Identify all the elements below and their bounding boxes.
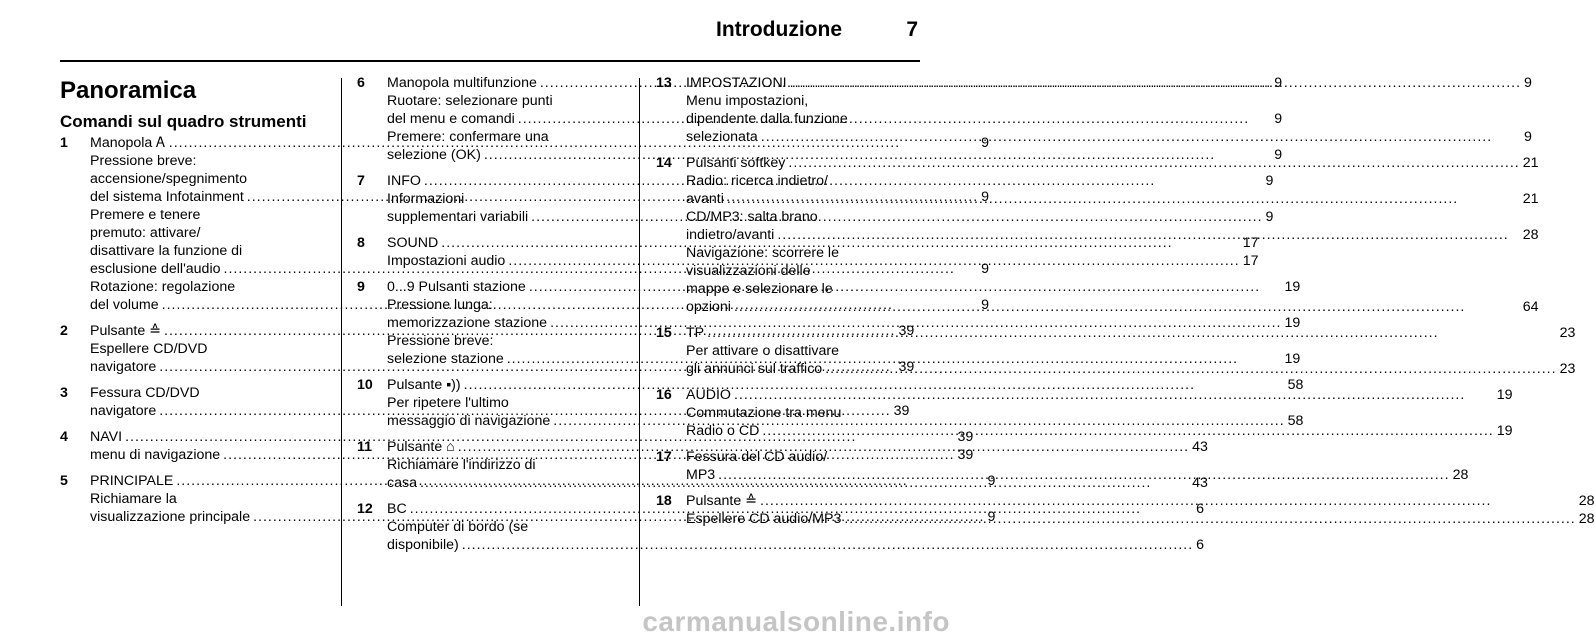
entry-text: esclusione dell'audio xyxy=(90,261,221,277)
entry-text: disattivare la funzione di xyxy=(90,243,243,259)
entry-text: del sistema Infotainment xyxy=(90,189,244,205)
page-reference: 23 xyxy=(1559,325,1576,341)
entry-number: 1 xyxy=(60,135,68,151)
page-number: 7 xyxy=(906,18,918,41)
entry-lines xyxy=(686,386,1513,440)
entry-text: Premere e tenere xyxy=(90,207,201,223)
dot-leader xyxy=(761,128,1521,146)
dot-leader xyxy=(777,226,1519,244)
entry-number: 18 xyxy=(656,493,672,509)
page-reference: 9 xyxy=(1274,147,1283,163)
entry-text: Pulsante ≙ xyxy=(686,493,758,509)
entry-line xyxy=(686,342,1575,360)
page-reference: 19 xyxy=(1284,351,1301,367)
entry-text: mappe e selezionare le xyxy=(686,281,833,297)
entry-text: CD/MP3: salta brano xyxy=(686,209,818,225)
entry-number: 6 xyxy=(357,75,365,91)
entry-text: messaggio di navigazione xyxy=(387,413,551,429)
entry-line xyxy=(686,244,1539,262)
entry-number: 13 xyxy=(656,75,672,91)
entry-lines xyxy=(686,74,1532,146)
page-reference: 9 xyxy=(1524,129,1532,145)
page-reference: 39 xyxy=(898,323,915,339)
page-reference: 19 xyxy=(1284,315,1301,331)
page-reference: 21 xyxy=(1522,191,1539,207)
entry-text: memorizzazione stazione xyxy=(387,315,548,331)
page-reference: 19 xyxy=(1284,279,1301,295)
entry-line xyxy=(686,448,1468,466)
entry-line xyxy=(387,536,1204,554)
entry-line xyxy=(686,190,1539,208)
entry-text: Espellere CD/DVD xyxy=(90,341,208,357)
page-reference: 19 xyxy=(1496,387,1513,403)
page-reference: 23 xyxy=(1559,361,1576,377)
entry-text: premuto: attivare/ xyxy=(90,225,201,241)
entry-text: Premere: confermare una xyxy=(387,129,549,145)
page-reference: 43 xyxy=(1192,475,1208,491)
page-reference: 9 xyxy=(987,473,996,489)
page-reference: 58 xyxy=(1287,377,1304,393)
entry-text: SOUND xyxy=(387,235,439,251)
entry-line xyxy=(686,92,1532,110)
page-reference: 21 xyxy=(1522,155,1539,171)
entry-text: selezionata xyxy=(686,129,758,145)
page-header xyxy=(0,0,960,62)
entry-text: navigatore xyxy=(90,403,157,419)
entry-line xyxy=(686,360,1575,378)
entry-line xyxy=(686,466,1468,484)
page-reference: 39 xyxy=(893,403,910,419)
entry-text: indietro/avanti xyxy=(686,227,775,243)
entry-number: 2 xyxy=(60,323,68,339)
header-divider xyxy=(60,60,920,62)
entry-number: 14 xyxy=(656,155,672,171)
page-reference: 28 xyxy=(1578,493,1595,509)
entry-line xyxy=(686,404,1513,422)
entry-text: Computer di bordo (se xyxy=(387,519,529,535)
entry-text: opzioni xyxy=(686,299,731,315)
entry-number: 4 xyxy=(60,429,68,445)
page-reference: 9 xyxy=(1524,75,1532,91)
entry-text: accensione/spegnimento xyxy=(90,171,247,187)
page-reference: 6 xyxy=(1196,501,1205,517)
dot-leader xyxy=(734,386,1494,404)
entry-line xyxy=(686,110,1532,128)
index-entry xyxy=(656,492,1595,528)
page-reference: 6 xyxy=(1196,537,1205,553)
entry-text: Manopola multifunzione xyxy=(387,75,537,91)
page-reference: 28 xyxy=(1522,227,1539,243)
entry-text: visualizzazioni delle xyxy=(686,263,811,279)
entry-text: gli annunci sul traffico xyxy=(686,361,823,377)
page-reference: 9 xyxy=(987,509,996,525)
entry-text: selezione (OK) xyxy=(387,147,481,163)
dot-leader xyxy=(718,466,1449,484)
entry-number: 15 xyxy=(656,325,672,341)
entry-text: Rotazione: regolazione xyxy=(90,279,236,295)
entry-number: 10 xyxy=(357,377,373,393)
entry-text: navigatore xyxy=(90,359,157,375)
entry-text: Navigazione: scorrere le xyxy=(686,245,839,261)
entry-lines xyxy=(686,492,1595,528)
entry-text: del menu e comandi xyxy=(387,111,515,127)
entry-number: 9 xyxy=(357,279,365,295)
entry-text: selezione stazione xyxy=(387,351,504,367)
entry-text: Informazioni xyxy=(387,191,465,207)
section-title: Panoramica xyxy=(60,77,197,104)
entry-number: 17 xyxy=(656,449,672,465)
entry-line xyxy=(686,74,1532,92)
entry-line xyxy=(686,262,1539,280)
dot-leader xyxy=(825,360,1556,378)
entry-text: del volume xyxy=(90,297,159,313)
subsection-title: Comandi sul quadro strumenti xyxy=(60,112,307,131)
entry-text: Pressione breve: xyxy=(90,153,197,169)
dot-leader xyxy=(790,74,1521,92)
page-reference: 39 xyxy=(898,359,915,375)
entry-text: dipendente dalla funzione xyxy=(686,111,848,127)
entry-text: Per ripetere l'ultimo xyxy=(387,395,509,411)
page-reference: 9 xyxy=(981,297,990,313)
dot-leader xyxy=(462,536,1193,554)
page-reference: 17 xyxy=(1242,253,1259,269)
entry-text: Radio: ricerca indietro/ xyxy=(686,173,828,189)
dot-leader xyxy=(844,510,1575,528)
entry-text: TP xyxy=(686,325,705,341)
entry-text: NAVI xyxy=(90,429,123,445)
entry-text: IMPOSTAZIONI xyxy=(686,75,787,91)
entry-line xyxy=(686,324,1575,342)
entry-text: MP3 xyxy=(686,467,716,483)
page-reference: 9 xyxy=(1265,173,1274,189)
entry-number: 5 xyxy=(60,473,68,489)
entry-text: supplementari variabili xyxy=(387,209,529,225)
entry-line xyxy=(686,510,1595,528)
entry-line xyxy=(686,154,1539,172)
entry-text: Espellere CD audio/MP3 xyxy=(686,511,842,527)
entry-text: 0...9 Pulsanti stazione xyxy=(387,279,526,295)
entry-text: Fessura del CD audio/ xyxy=(686,449,828,465)
page-reference: 43 xyxy=(1192,439,1208,455)
page-reference: 9 xyxy=(1274,75,1283,91)
entry-number: 16 xyxy=(656,387,672,403)
entry-text: visualizzazione principale xyxy=(90,509,251,525)
entry-text: BC xyxy=(387,501,407,517)
entry-text: Impostazioni audio xyxy=(387,253,506,269)
entry-text: INFO xyxy=(387,173,421,189)
entry-text: avanti xyxy=(686,191,724,207)
entry-line xyxy=(686,128,1532,146)
entry-text: Pulsante ▪)) xyxy=(387,377,461,393)
entry-number: 7 xyxy=(357,173,365,189)
entry-text: Richiamare la xyxy=(90,491,177,507)
entry-text: disponibile) xyxy=(387,537,459,553)
dot-leader xyxy=(727,190,1520,208)
entry-text: menu di navigazione xyxy=(90,447,221,463)
entry-line xyxy=(686,208,1539,226)
page-reference: 39 xyxy=(957,429,974,445)
entry-lines xyxy=(686,154,1539,316)
entry-number: 8 xyxy=(357,235,365,251)
dot-leader xyxy=(707,324,1556,342)
watermark: carmanualsonline.info xyxy=(642,606,950,637)
entry-text: PRINCIPALE xyxy=(90,473,174,489)
entry-text: Pressione breve: xyxy=(387,333,494,349)
dot-leader xyxy=(762,422,1493,440)
entry-number: 12 xyxy=(357,501,373,517)
chapter-title: Introduzione xyxy=(716,18,842,41)
entry-text: Richiamare l'indirizzo di xyxy=(387,457,536,473)
page-reference: 19 xyxy=(1496,423,1513,439)
entry-text: AUDIO xyxy=(686,387,731,403)
entry-line xyxy=(686,492,1595,510)
index-entry xyxy=(656,74,1532,146)
dot-leader xyxy=(734,298,1520,316)
page-reference: 28 xyxy=(1452,467,1469,483)
entry-line xyxy=(686,422,1513,440)
page-reference: 39 xyxy=(957,447,974,463)
entry-line xyxy=(686,298,1539,316)
entry-line xyxy=(686,172,1539,190)
entry-text: Commutazione tra menu xyxy=(686,405,842,421)
page-reference: 9 xyxy=(981,135,990,151)
entry-text: Fessura CD/DVD xyxy=(90,385,200,401)
dot-leader xyxy=(760,492,1576,510)
entry-number: 3 xyxy=(60,385,68,401)
entry-text: Per attivare o disattivare xyxy=(686,343,839,359)
page-reference: 9 xyxy=(1274,111,1283,127)
entry-text: Ruotare: selezionare punti xyxy=(387,93,553,109)
entry-line xyxy=(686,280,1539,298)
entry-text: Menu impostazioni, xyxy=(686,93,809,109)
entry-lines xyxy=(686,324,1575,378)
entry-text: casa xyxy=(387,475,417,491)
page-reference: 9 xyxy=(981,261,990,277)
entry-text: Pulsanti softkey xyxy=(686,155,786,171)
entry-text: Pulsante ≙ xyxy=(90,323,162,339)
entry-text: Pulsante ⌂ xyxy=(387,439,455,455)
entry-text: Manopola Ꭺ xyxy=(90,135,166,151)
page-reference: 9 xyxy=(1265,209,1274,225)
page-reference: 28 xyxy=(1578,511,1595,527)
page-reference: 64 xyxy=(1522,299,1539,315)
page-reference: 17 xyxy=(1242,235,1259,251)
entry-text: Radio o CD xyxy=(686,423,760,439)
page-reference: 9 xyxy=(981,189,990,205)
entry-line xyxy=(686,226,1539,244)
entry-number: 11 xyxy=(357,439,372,455)
entry-text: Pressione lunga: xyxy=(387,297,493,313)
page-reference: 58 xyxy=(1287,413,1304,429)
entry-line xyxy=(686,386,1513,404)
dot-leader xyxy=(788,154,1519,172)
entry-lines xyxy=(686,448,1468,484)
